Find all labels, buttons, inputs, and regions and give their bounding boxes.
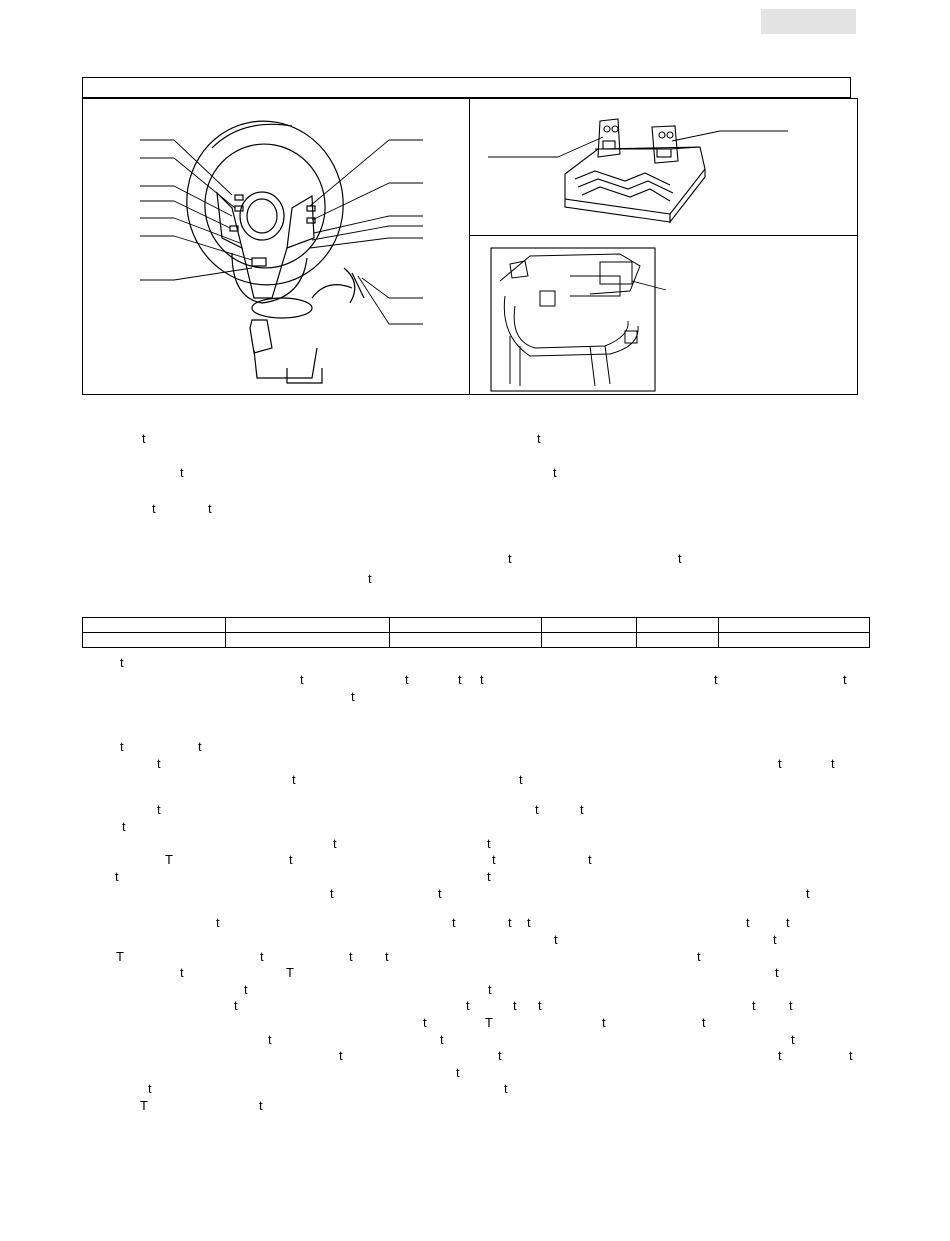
text-fragment: t [602, 1015, 606, 1030]
text-fragment: t [849, 1048, 853, 1063]
text-fragment: t [351, 689, 355, 704]
text-fragment: t [456, 1065, 460, 1080]
section-title-bar [82, 77, 851, 98]
text-fragment: t [535, 802, 539, 817]
text-fragment: t [775, 965, 779, 980]
text-fragment: t [120, 739, 124, 754]
text-fragment: t [504, 1081, 508, 1096]
table-cell [637, 633, 719, 648]
text-fragment: t [778, 1048, 782, 1063]
text-fragment: t [498, 1048, 502, 1063]
text-fragment: t [234, 998, 238, 1013]
text-fragment: t [752, 998, 756, 1013]
table-cell [541, 633, 636, 648]
text-fragment: t [789, 998, 793, 1013]
text-fragment: t [244, 982, 248, 997]
text-fragment: t [452, 915, 456, 930]
table-cell [637, 618, 719, 633]
text-fragment: t [480, 672, 484, 687]
text-fragment: t [115, 869, 119, 884]
text-fragment: t [806, 886, 810, 901]
text-fragment: t [148, 1081, 152, 1096]
text-fragment: t [330, 886, 334, 901]
text-fragment: t [678, 551, 682, 566]
table-cell [719, 618, 870, 633]
text-fragment: t [487, 869, 491, 884]
text-fragment: t [260, 949, 264, 964]
text-fragment: t [458, 672, 462, 687]
text-fragment: t [466, 998, 470, 1013]
text-fragment: t [180, 965, 184, 980]
text-fragment: t [216, 915, 220, 930]
text-fragment: t [554, 932, 558, 947]
text-fragment: t [122, 819, 126, 834]
text-fragment: t [142, 431, 146, 446]
table-row [83, 633, 870, 648]
text-fragment: t [157, 802, 161, 817]
text-fragment: T [116, 949, 124, 964]
text-fragment: t [508, 915, 512, 930]
text-fragment: T [286, 965, 294, 980]
table-cell [719, 633, 870, 648]
text-fragment: t [385, 949, 389, 964]
text-fragment: t [508, 551, 512, 566]
spec-table [82, 617, 870, 648]
text-fragment: t [580, 802, 584, 817]
page-tab [761, 9, 856, 34]
pedal-unit-drawing [470, 99, 858, 235]
steering-wheel-drawing [82, 98, 469, 395]
table-cell [390, 618, 542, 633]
text-fragment: t [438, 886, 442, 901]
text-fragment: t [368, 571, 372, 586]
text-fragment: t [198, 739, 202, 754]
table-cell [83, 618, 226, 633]
text-fragment: t [152, 501, 156, 516]
text-fragment: t [423, 1015, 427, 1030]
text-fragment: t [349, 949, 353, 964]
table-cell [541, 618, 636, 633]
text-fragment: T [485, 1015, 493, 1030]
text-fragment: t [405, 672, 409, 687]
text-fragment: t [538, 998, 542, 1013]
text-fragment: t [180, 465, 184, 480]
text-fragment: t [553, 465, 557, 480]
text-fragment: t [208, 501, 212, 516]
text-fragment: t [488, 982, 492, 997]
text-fragment: t [513, 998, 517, 1013]
text-fragment: t [333, 836, 337, 851]
text-fragment: t [831, 756, 835, 771]
table-clamp-drawing [470, 236, 858, 395]
text-fragment: t [300, 672, 304, 687]
table-row [83, 618, 870, 633]
text-fragment: T [140, 1098, 148, 1113]
text-fragment: t [588, 852, 592, 867]
text-fragment: t [519, 772, 523, 787]
text-fragment: t [120, 655, 124, 670]
text-fragment: t [492, 852, 496, 867]
text-fragment: t [843, 672, 847, 687]
table-cell [83, 633, 226, 648]
text-fragment: t [440, 1032, 444, 1047]
text-fragment: t [259, 1098, 263, 1113]
table-cell [225, 633, 390, 648]
text-fragment: t [289, 852, 293, 867]
text-fragment: t [339, 1048, 343, 1063]
text-fragment: t [746, 915, 750, 930]
text-fragment: t [702, 1015, 706, 1030]
text-fragment: T [165, 852, 173, 867]
table-cell [225, 618, 390, 633]
text-fragment: t [537, 431, 541, 446]
text-fragment: t [487, 836, 491, 851]
text-fragment: t [786, 915, 790, 930]
text-fragment: t [714, 672, 718, 687]
text-fragment: t [292, 772, 296, 787]
text-fragment: t [697, 949, 701, 964]
table-cell [390, 633, 542, 648]
text-fragment: t [268, 1032, 272, 1047]
text-fragment: t [773, 932, 777, 947]
text-fragment: t [778, 756, 782, 771]
text-fragment: t [527, 915, 531, 930]
text-fragment: t [157, 756, 161, 771]
text-fragment: t [791, 1032, 795, 1047]
